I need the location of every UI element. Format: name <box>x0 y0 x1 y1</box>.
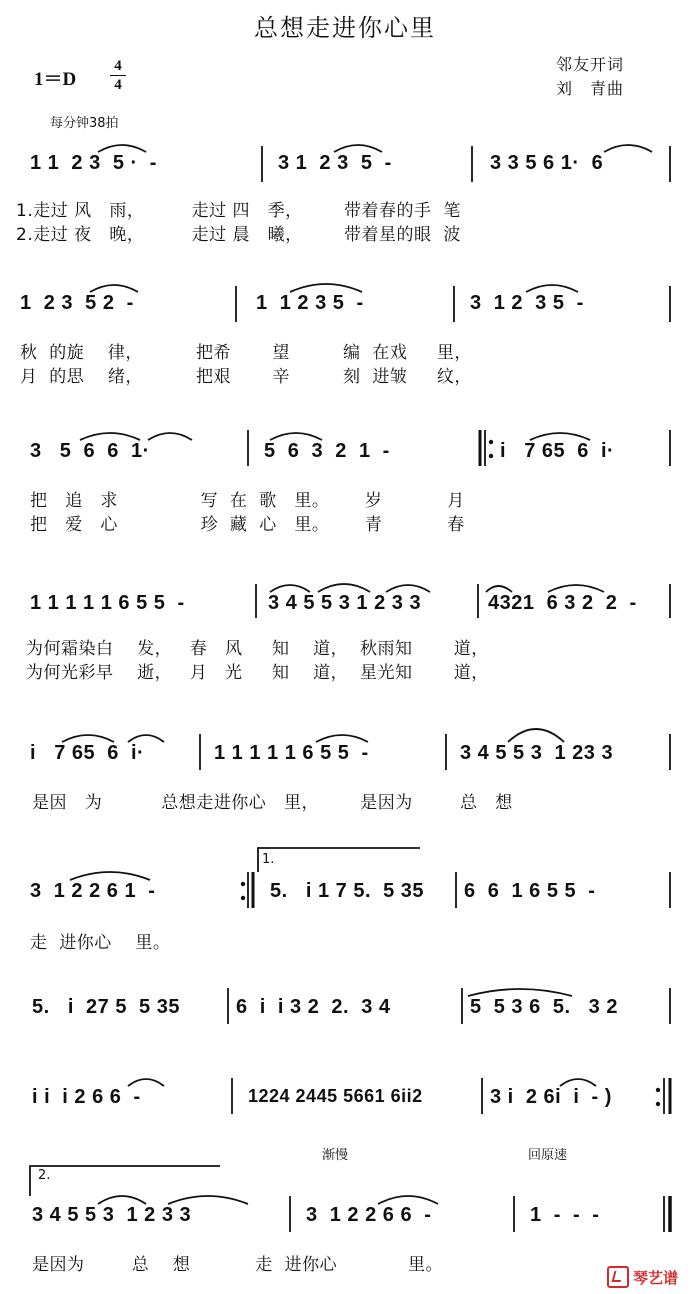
slur <box>508 729 564 742</box>
volta-2-bracket <box>30 1166 220 1196</box>
slur <box>290 284 362 292</box>
slur <box>70 872 150 880</box>
slur <box>270 433 322 440</box>
volta-1-label: 1. <box>262 852 275 867</box>
slur <box>386 585 430 592</box>
repeat-dot <box>241 882 245 886</box>
slur <box>90 285 138 292</box>
slur <box>128 735 164 742</box>
slur <box>80 433 140 440</box>
measure-27: 1 - - - <box>530 1204 600 1226</box>
slur <box>316 735 368 742</box>
lyric-verse-1: 把 追 求 写 在 歌 里。 岁 月 <box>30 491 465 511</box>
slur <box>128 1079 164 1086</box>
lyric-verse-2: 把 爱 心 珍 藏 心 里。 青 春 <box>30 515 465 535</box>
measure-2: 3 1 2 3 5 - <box>278 152 392 174</box>
lyric-verse-2: 为何光彩早 逝， 月 光 知 道， 星光知 道， <box>26 663 489 683</box>
slur <box>526 285 578 292</box>
slur <box>468 989 572 996</box>
measure-21: 5 5 3 6 5. 3 2 <box>470 996 618 1018</box>
ritardando-mark: 渐慢 <box>322 1148 349 1163</box>
repeat-dot <box>489 454 493 458</box>
repeat-dot <box>241 896 245 900</box>
slur <box>62 735 114 742</box>
measure-15: 3 4 5 5 3 1 23 3 <box>460 742 614 764</box>
measure-22: i i i 2 6 6 - <box>32 1086 141 1108</box>
measure-10: 1 1 1 1 1 6 5 5 - <box>30 592 185 614</box>
site-logo <box>607 1266 678 1288</box>
slur <box>318 584 370 592</box>
measure-6: 3 1 2 3 5 - <box>470 292 584 314</box>
measure-17: 5. i 1 7 5. 5 35 <box>270 880 425 902</box>
lyric-line: 是因 为 总想走进你心 里， 是因为 总 想 <box>32 793 513 813</box>
measure-26: 3 1 2 2 6 6 - <box>306 1204 432 1226</box>
lyric-verse-2: 月 的思 绪， 把艰 辛 刻 进皱 纹， <box>20 367 472 387</box>
lyric-verse-1: 为何霜染白 发， 春 风 知 道， 秋雨知 道， <box>26 639 489 659</box>
measure-24: 3 i 2 6i i - ) <box>490 1086 612 1108</box>
measure-12: 4321 6 3 2 2 - <box>488 592 637 614</box>
slur <box>270 585 310 592</box>
slur <box>604 145 652 152</box>
slur <box>378 1196 438 1204</box>
lyric-line: 是因为 总 想 走 进你心 里。 <box>32 1255 443 1275</box>
time-signature-bottom: 4 <box>114 77 122 93</box>
slur <box>560 1079 596 1086</box>
measure-5: 1 1 2 3 5 - <box>256 292 364 314</box>
logo-icon <box>607 1266 629 1288</box>
lyric-verse-2: 2.走过 夜 晚， 走过 晨 曦， 带着星的眼 波 <box>16 225 461 245</box>
measure-25: 3 4 5 5 3 1 2 3 3 <box>32 1204 192 1226</box>
slur <box>148 433 192 440</box>
measure-7: 3 5 6 6 1· <box>30 440 150 462</box>
measure-16: 3 1 2 2 6 1 - <box>30 880 156 902</box>
lyric-line: 走 进你心 里。 <box>30 933 171 953</box>
repeat-dot <box>656 1102 660 1106</box>
lyric-verse-1: 1.走过 风 雨， 走过 四 季， 带着春的手 笔 <box>16 201 461 221</box>
measure-3: 3 3 5 6 1· 6 <box>490 152 604 174</box>
slur <box>98 145 146 152</box>
measure-11: 3 4 5 5 3 1 2 3 3 <box>268 592 422 614</box>
lyric-verse-1: 秋 的旋 律， 把希 望 编 在戏 里， <box>20 343 472 363</box>
measure-23: 1224 2445 5661 6ii2 <box>248 1086 423 1106</box>
measure-4: 1 2 3 5 2 - <box>20 292 134 314</box>
repeat-dot <box>489 440 493 444</box>
slur <box>168 1196 248 1204</box>
measure-19: 5. i 27 5 5 35 <box>32 996 180 1018</box>
measure-20: 6 i i 3 2 2. 3 4 <box>236 996 391 1018</box>
slur <box>98 1196 146 1204</box>
key-signature: 1＝D <box>34 69 77 90</box>
measure-8: 5 6 3 2 1 - <box>264 440 390 462</box>
repeat-dot <box>656 1088 660 1092</box>
song-title: 总想走进你心里 <box>254 14 436 42</box>
measure-9: i 7 65 6 i· <box>500 440 615 462</box>
measure-1: 1 1 2 3 5 · - <box>30 152 157 174</box>
lyricist-credit: 邻友开词 <box>556 55 625 74</box>
time-signature-top: 4 <box>114 58 122 74</box>
measure-13: i 7 65 6 i· <box>30 742 145 764</box>
volta-1-bracket <box>258 848 420 872</box>
measure-18: 6 6 1 6 5 5 - <box>464 880 596 902</box>
tempo-marking: 每分钟38拍 <box>50 116 119 131</box>
measure-14: 1 1 1 1 1 6 5 5 - <box>214 742 369 764</box>
composer-credit: 刘 青曲 <box>556 79 625 98</box>
slur <box>530 433 590 440</box>
a-tempo-mark: 回原速 <box>528 1148 568 1163</box>
slur <box>486 586 512 592</box>
slur <box>334 145 382 152</box>
slur <box>548 585 604 592</box>
volta-2-label: 2. <box>38 1168 51 1183</box>
logo-text: 琴艺谱 <box>632 1268 678 1287</box>
